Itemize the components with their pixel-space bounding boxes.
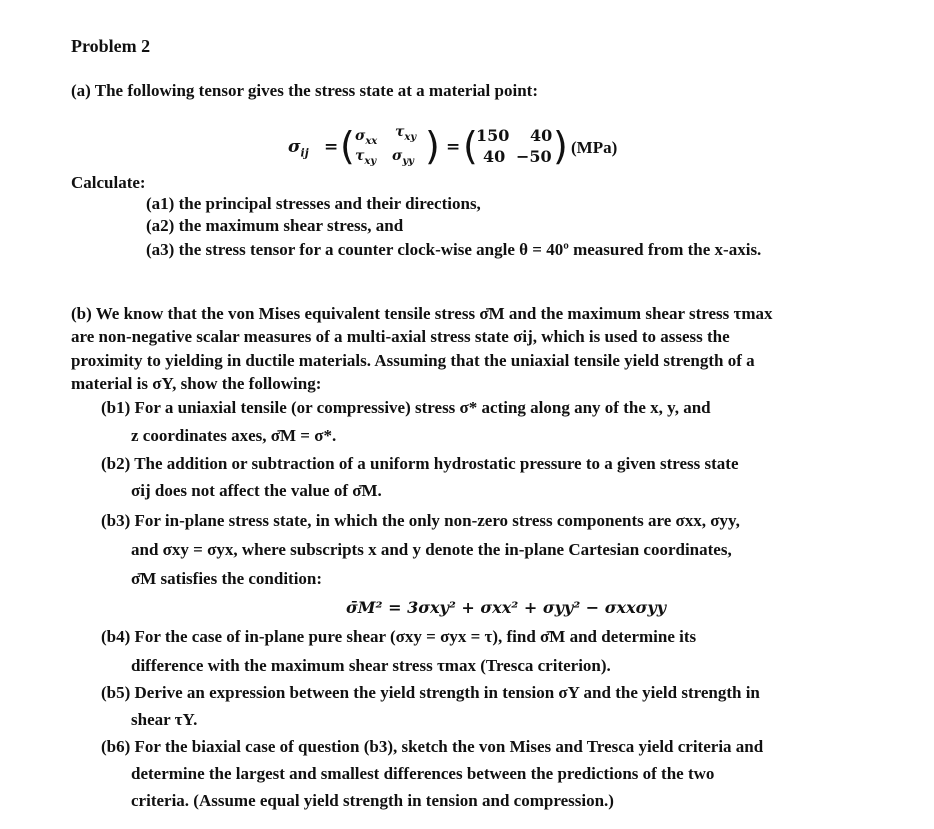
item-b3-line: σ̄M satisfies the condition: — [131, 569, 323, 588]
item-a1: (a1) the principal stresses and their directions, — [146, 194, 481, 213]
matrix-cell: $\tau_{xy}$ — [355, 148, 377, 167]
equals-sign: = — [446, 137, 461, 157]
part-b-intro-line: are non-negative scalar measures of a multi-axial stress state σij, which is used to assess the — [71, 327, 730, 346]
matrix-cell: −50 — [516, 147, 552, 166]
item-b4-line: difference with the maximum shear stress τmax (Tresca criterion). — [131, 656, 611, 675]
unit-label: (MPa) — [571, 138, 618, 157]
part-b-intro-line: (b) We know that the von Mises equivalent tensile stress σ̄M and the maximum shear stress τmax — [71, 304, 773, 323]
item-b3-line: (b3) For in-plane stress state, in which the only non-zero stress components are σxx, σyy, — [101, 511, 740, 530]
item-b6-line: (b6) For the biaxial case of question (b3), sketch the von Mises and Tresca yield criteria and — [101, 737, 764, 756]
matrix-cell: 40 — [483, 147, 506, 166]
left-paren: ( — [463, 124, 478, 168]
matrix-cell: 40 — [530, 126, 553, 145]
item-b1-line: z coordinates axes, σ̄M = σ*. — [131, 426, 337, 445]
item-b5-line: shear τY. — [131, 710, 198, 729]
von-mises-equation: σ̄M² = 3σxy² + σxx² + σyy² − σxxσyy — [346, 598, 667, 617]
matrix-cell: 150 — [476, 126, 510, 145]
right-paren: ) — [553, 124, 568, 168]
item-b6-line: criteria. (Assume equal yield strength in tension and compression.) — [131, 791, 614, 810]
item-a3: (a3) the stress tensor for a counter clock-wise angle θ = 40º measured from the x-axis. — [146, 240, 762, 259]
stress-tensor-equation — [280, 122, 640, 172]
item-b5-line: (b5) Derive an expression between the yield strength in tension σY and the yield strength in — [101, 683, 760, 702]
item-b3-line: and σxy = σyx, where subscripts x and y denote the in-plane Cartesian coordinates, — [131, 540, 732, 559]
part-b-intro-line: proximity to yielding in ductile materials. Assuming that the uniaxial tensile yield strength of a — [71, 351, 755, 370]
matrix-cell: $\tau_{xy}$ — [395, 124, 417, 143]
item-b4-line: (b4) For the case of in-plane pure shear (σxy = σyx = τ), find σ̄M and determine its — [101, 627, 697, 646]
part-b-intro-line: material is σY, show the following: — [71, 374, 322, 393]
equals-sign: = — [324, 137, 339, 157]
problem-title: Problem 2 — [71, 36, 151, 56]
item-a2: (a2) the maximum shear stress, and — [146, 216, 404, 235]
item-b1-line: (b1) For a uniaxial tensile (or compressive) stress σ* acting along any of the x, y, and — [101, 398, 711, 417]
matrix-cell: $\sigma_{xx}$ — [355, 128, 378, 147]
item-b2-line: (b2) The addition or subtraction of a uniform hydrostatic pressure to a given stress state — [101, 454, 739, 473]
matrix-cell: $\sigma_{yy}$ — [392, 148, 414, 167]
left-paren: ( — [340, 124, 355, 168]
item-b2-line: σij does not affect the value of σ̄M. — [131, 481, 382, 500]
right-paren: ) — [425, 124, 440, 168]
part-a-intro: (a) The following tensor gives the stress state at a material point: — [71, 81, 538, 100]
sigma-symbol: $\sigma_{ij}$ — [288, 137, 309, 160]
item-b6-line: determine the largest and smallest differences between the predictions of the two — [131, 764, 715, 783]
calculate-label: Calculate: — [71, 173, 146, 192]
